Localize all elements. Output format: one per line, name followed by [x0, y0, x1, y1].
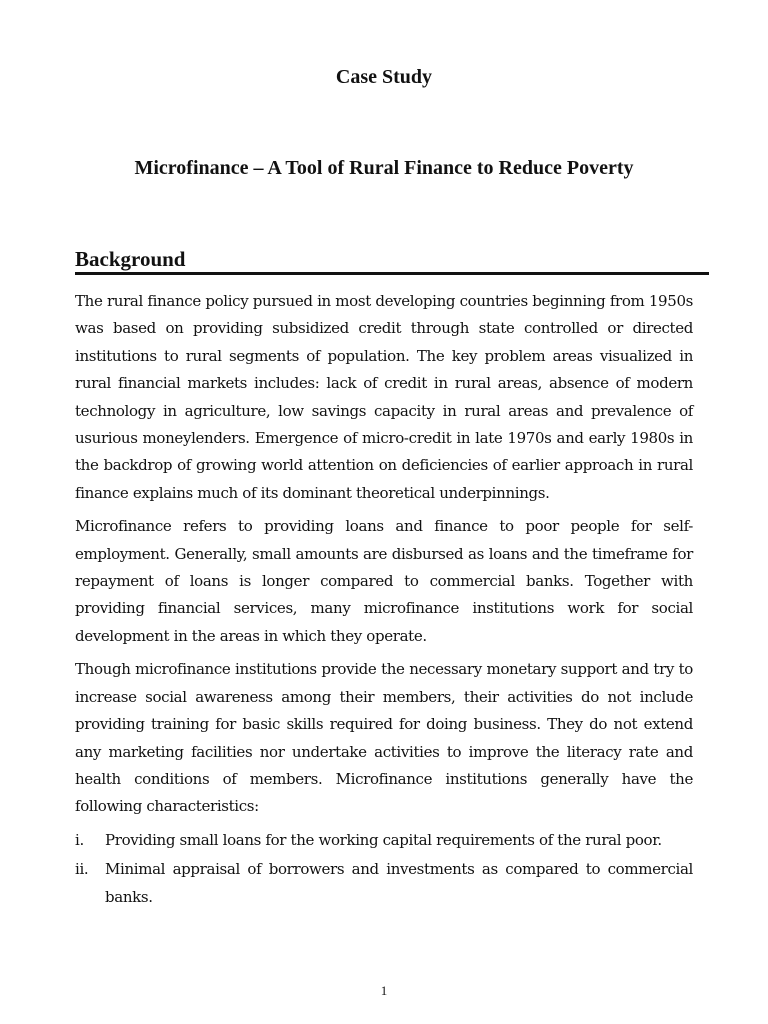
list-item — [75, 856, 693, 911]
document-subtitle: Microfinance – A Tool of Rural Finance to Reduce Poverty — [134, 157, 634, 179]
section-underline — [75, 272, 709, 275]
section-heading-background: Background — [75, 247, 186, 271]
paragraph: Though microfinance institutions provide the necessary monetary support and try to increase social awareness among their members, their activities do not include providing training for basic skills required for doing business. They do not extend any marketing facilities nor undertake activities to improve the literacy rate and health conditions of members. Microfinance institutions generally have the following characteristics: — [75, 660, 693, 816]
paragraph: Microfinance refers to providing loans and finance to poor people for self-employment. Generally, small amounts are disbursed as loans and the timeframe for repayment of loans is longer compared to commercial banks. Together with providing financial services, many microfinance institutions work for social development in the areas in which they operate. — [75, 517, 693, 645]
list-item-text: Minimal appraisal of borrowers and investments as compared to commercial banks. — [105, 860, 693, 906]
body-text — [75, 288, 693, 913]
characteristics-list — [75, 827, 693, 911]
list-marker: ii. — [75, 860, 89, 879]
paragraph: The rural finance policy pursued in most developing countries beginning from 1950s was based on providing subsidized credit through state controlled or directed institutions to rural segments of population. The key problem areas visualized in rural financial markets includes: lack of credit in rural areas, absence of modern technology in agriculture, low savings capacity in rural areas and prevalence of usurious moneylenders. Emergence of micro-credit in late 1970s and early 1980s in the backdrop of growing world attention on deficiencies of earlier approach in rural finance explains much of its dominant theoretical underpinnings. — [75, 292, 693, 502]
list-item-text: Providing small loans for the working capital requirements of the rural poor. — [105, 830, 662, 849]
page-number: 1 — [380, 983, 388, 998]
document-title: Case Study — [335, 66, 433, 88]
list-item — [75, 827, 693, 854]
list-marker: i. — [75, 830, 84, 849]
